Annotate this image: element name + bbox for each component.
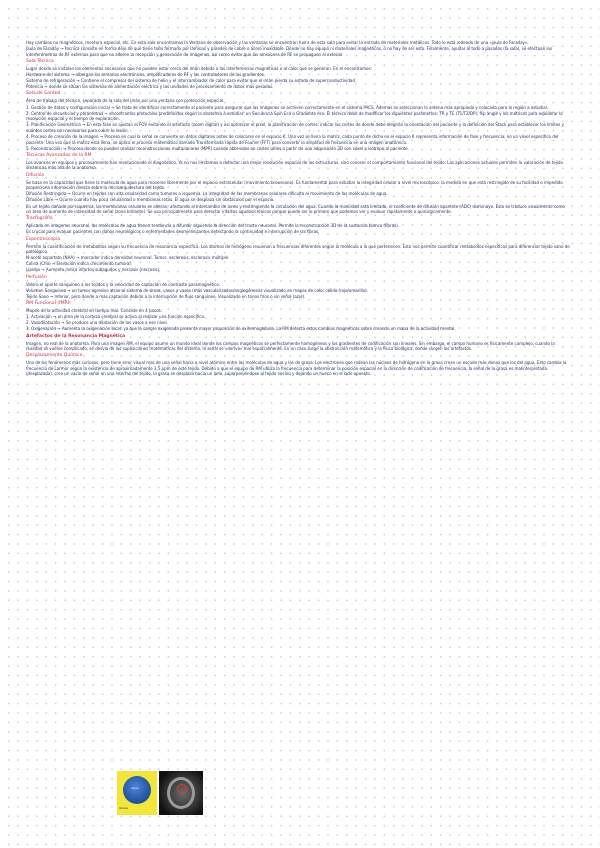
note-paragraph: Lugar donde se instalan los elementos necesarios que no pueden estar cerca del imán debido a las interferencias magnéticas o al calor que se generan. En el encontramos: [26, 65, 372, 71]
section-heading: Sala de Control [26, 91, 61, 97]
section-heading: Tractografía [26, 216, 53, 222]
note-paragraph: 2. Vasodilatación → Se produce una dilatación de los vasos a ese nivel. [26, 320, 168, 326]
note-paragraph: Potencia → donde se sitúan los sistemas de alimentación eléctrica y las unidades de procesamiento de datos más pesadas. [26, 84, 274, 90]
note-paragraph: 1. Activación → un área de la corteza cerebral se activa al realizar una función específica. [26, 314, 206, 320]
section-heading: Técnicas Avanzadas de la RM [26, 152, 92, 158]
note-paragraph: Valora el aporte sanguíneo a los tejidos y la velocidad de captación de contraste paramagnético. [26, 281, 220, 287]
note-paragraph: Mapeo de la actividad cerebral en tiempo real. Consiste en 4 pasos: [26, 308, 162, 314]
section-heading: Sala Técnica [26, 58, 54, 64]
section-heading: Difusión [26, 172, 45, 178]
note-paragraph: 3. Oxigenación → Aumenta la oxigenación local, ya que la sangre oxigenada presenta mayor proporción de oxihemoglobina. La RM detecta estos cambios magnéticos sobre creando un mapa de la actividad mental. [26, 326, 456, 332]
note-paragraph: Uno de los fenómenos más curiosos, pero tiene error visual mas de una señal hacia a nivel atómico entre las moléculas de agua y las de grasa. Los electrones que rodean las núcleos de hidrógeno en la grasa crean un escudo más denso que los del agua. Esto cambia la frecuencia de Larmor según la existencia de aproximadamente 3,5 ppm de este tejido. Debido a que el equipo de RM utiliza la frecuencia para determinar la posición espacial en la dirección de codificación de frecuencia, la señal de la grasa es malinterpretada (desplazada), crea un vacío de señal en una interfaz del tejido, la grasa se desplaza hacia un lado, superponiéndose al tejido vecino y dejando un hueco en el lado opuesto. [26, 360, 567, 377]
water-fat-diagram [117, 771, 157, 815]
note-paragraph: Es crucial para evaluar pacientes con daños neurológicos o enfermedades desmielinizantes detectando la continuidad e interrupción de las fibras. [26, 229, 320, 235]
note-paragraph: 4. Proceso de creación de la imagen → Proceso en cual la señal se convierte en datos digitales antes de colocarse en el espacio K. Una vez se llena la matriz, cada punto de dicho en el espacio K representa información de fase y frecuencia, no un vóxel específico del paciente. Una vez que la matriz está llena, se aplica el proceso matemático llamado Transformada rápida de Fourier (FFT) para convertir la amplitud de frecuencia en una imagen anatómica. [26, 134, 559, 145]
section-heading: Perfusión [26, 274, 47, 280]
section-heading: Artefactos de la Resonancia Magnética [26, 333, 126, 339]
note-paragraph: Imagen, no real de la anatomía. Para una imagen RM, el equipo asume un mundo ideal donde los campos magnéticos se perfectamente homogéneos y los gradientes de codificación son lineales. Sin embargo, el campo humano es físicamente complejo, cuando la realidad se vuelve complicado, se desvía de las suposiciones matemáticas del sistema, la señal se «deriva» mal espacialmente. En un caso surge la obstrucción matemática y la física biológica, donde surgen los artefactos. [26, 340, 555, 352]
note-paragraph: En un tejido dañado por isquemia, las membranas celulares se alteran, afectando al intercambio de iones y restringiendo la circulación del agua. Cuando la movilidad está limitada, el coeficiente de difusión aparente (ADC) disminuye. Esto se traduce visualmente como un área de aumento de intensidad de señal (zona brillante). Se usa principalmente para detectar infartos agudos/crónicos porque puede ser lo primero que podemos ver y evaluar rápidamente o quirúrgicamente. [26, 203, 565, 215]
note-paragraph: Lípidos → Aumento indica infartos subagudos y necrosis (necrosis). [26, 267, 161, 273]
note-paragraph: Tejido Sano → Inferior, pero donde a más captación debido a la interrupción de flujo sanguíneo. Visualizado en tonos fríos o sin señal (azul). [26, 293, 306, 299]
section-heading: Desplazamiento Químico [26, 353, 83, 359]
note-paragraph: Se basa en la capacidad que tiene la molécula de agua para moverse libremente por el espacio extracelular (movimiento browniano). Es fundamental para estudiar la integridad celular a nivel microscópico: la medida en que está restringido de su facilidad o impedido proporciona información directa sobre la microarquitectura del tejido. [26, 179, 563, 191]
note-paragraph: Volumen Sanguíneo → un tumor agresivo atrae al sistema de áreas, vasos y vasos (más vascularizados/angiogénesis) visualizado en mapas de color cálido (rojo/amarillo). [26, 287, 368, 293]
note-paragraph: Los avances en equipos y procesamiento han revolucionado el diagnóstico. Ya no nos limitamos a detectar una mejor resolución espacial de las estructuras, sino conocer el comportamiento funcional del tejido. Las aplicaciones actuales permiten la valoración de tejido dinámicas más allá de la anatomía. [26, 159, 563, 171]
note-paragraph: N-acetil aspartato (NAA) → marcador indica densidad neuronal. Tumor, esclerosis, esclerosis múltiple. [26, 255, 230, 261]
note-paragraph: Difusión Libre → Ocurre cuando hay poca celularidad o membranas rotas. El agua se desplaza sin obstáculos por el espacio. [26, 197, 275, 203]
note-paragraph: Permite la cuantificación de metabolitos según su frecuencia de resonancia específica. Los átomos de hidrógeno resuenan a frecuencias diferentes según la molécula a la que pertenecen. Esto nos permite cuantificar metabolitos específicos para diferenciar tejido sano de patológico. [26, 243, 570, 255]
section-heading: Espectroscopia [26, 236, 60, 242]
figure-label-water: Agua [131, 786, 139, 790]
mri-scan-image [159, 771, 203, 815]
figure-label-fat: Grasa [119, 806, 128, 810]
note-paragraph: Colina (Cho) → Elevación indica crecimiento tumoral. [26, 261, 132, 267]
notes-content [26, 40, 571, 378]
chemical-shift-figure [117, 771, 203, 815]
note-paragraph: Hay cambios no magnéticos, montura especial, etc. En esta sala encontramos la Ventana de observación y las ventanas se encuentran fuera de esta sala para evitar la entrada de materiales metálicos. Todo lo está rodeado de una «jaula de Faraday». [26, 40, 529, 45]
note-paragraph: Aplicada en imagenes neuronal, las moléculas de agua tienen tendencia a difundir siguiendo la dirección del tracto neuronal. Permite la reconstrucción 3D de la sustancia blanca (fibras). [26, 223, 399, 229]
note-paragraph: Área de trabajo del técnico, separada de la sala del imán por una ventana con protección especial. [26, 98, 225, 104]
note-paragraph: 2. Control de secuencias y parámetros → encontramos protocolos predefinidos según la anatomía a estudiar: un Secuencia Spin Eco o Gradiente eco. El técnico debe de modificar los siguientes parámetros: TR y TE (T1/T2/DP), flip angle y los matrices para equilibrar la resolución espacial y el tiempo de exploración. [26, 110, 563, 122]
note-paragraph: 1. Gestión de datos y configuración inicial → Se trata de identificar correctamente al paciente para asegurar que las imágenes se archiven correctamente en el sistema PACS. Además se seleccionan la antena más apropiada y colocada para la región a estudiar. [26, 104, 549, 110]
note-paragraph: Difusión Restringida → Ocurre en tejidos con alta celularidad como tumores o isquemia. La integridad de las membranas celulares dificulta el movimiento de las moléculas de agua. [26, 191, 388, 197]
note-paragraph: Hardware del sistema → albergan los armarios electrónicos, amplificadores de RF y los controladores de las gradientes. [26, 71, 266, 77]
note-paragraph: 5. Reconstrucción → Proceso donde se pueden realizar reconstrucciones multiplanares (MPR) cuando obtenidos en cortes útiles a partir de una adquisición 3D con vóxel a isótropo al paciente. [26, 145, 409, 151]
note-paragraph: 3. Planificación Geométrica → En esta fase se ajustan el FOV evitando el artefacto (zoom digital) y así optimizar el píxel, la planificación de cortes: indicar las cortes de donde debe elegirán la orientación del paciente y la definición del Stack para establecer los límites y cuántos cortes son necesarios para cubrir la lesión. [26, 122, 564, 133]
note-paragraph: Jaula de Faraday → técnica consiste en forma dejo de que tiene todo formado por láminas y paredes de cobre o acero inoxidable. Donde no hay equipo ni materiales magnéticos, o no hay de ser esto. Finalmente, ayudar al todo a pasados (la sala), se efectúan los interferómetros de RF externos para que no alteren la recepción y generación de imágenes, así como evitar que las emisiones de RF se propaguen al exterior. [26, 46, 553, 57]
artifact-marker-icon [177, 784, 187, 794]
note-paragraph: Sistema de refrigeración → Contiene el compresor del sistema de helio y el intercambiador de calor para evitar que el imán pierda su estado de superconductividad. [26, 78, 357, 84]
section-heading: RM Funcional (fMRI) [26, 301, 71, 307]
